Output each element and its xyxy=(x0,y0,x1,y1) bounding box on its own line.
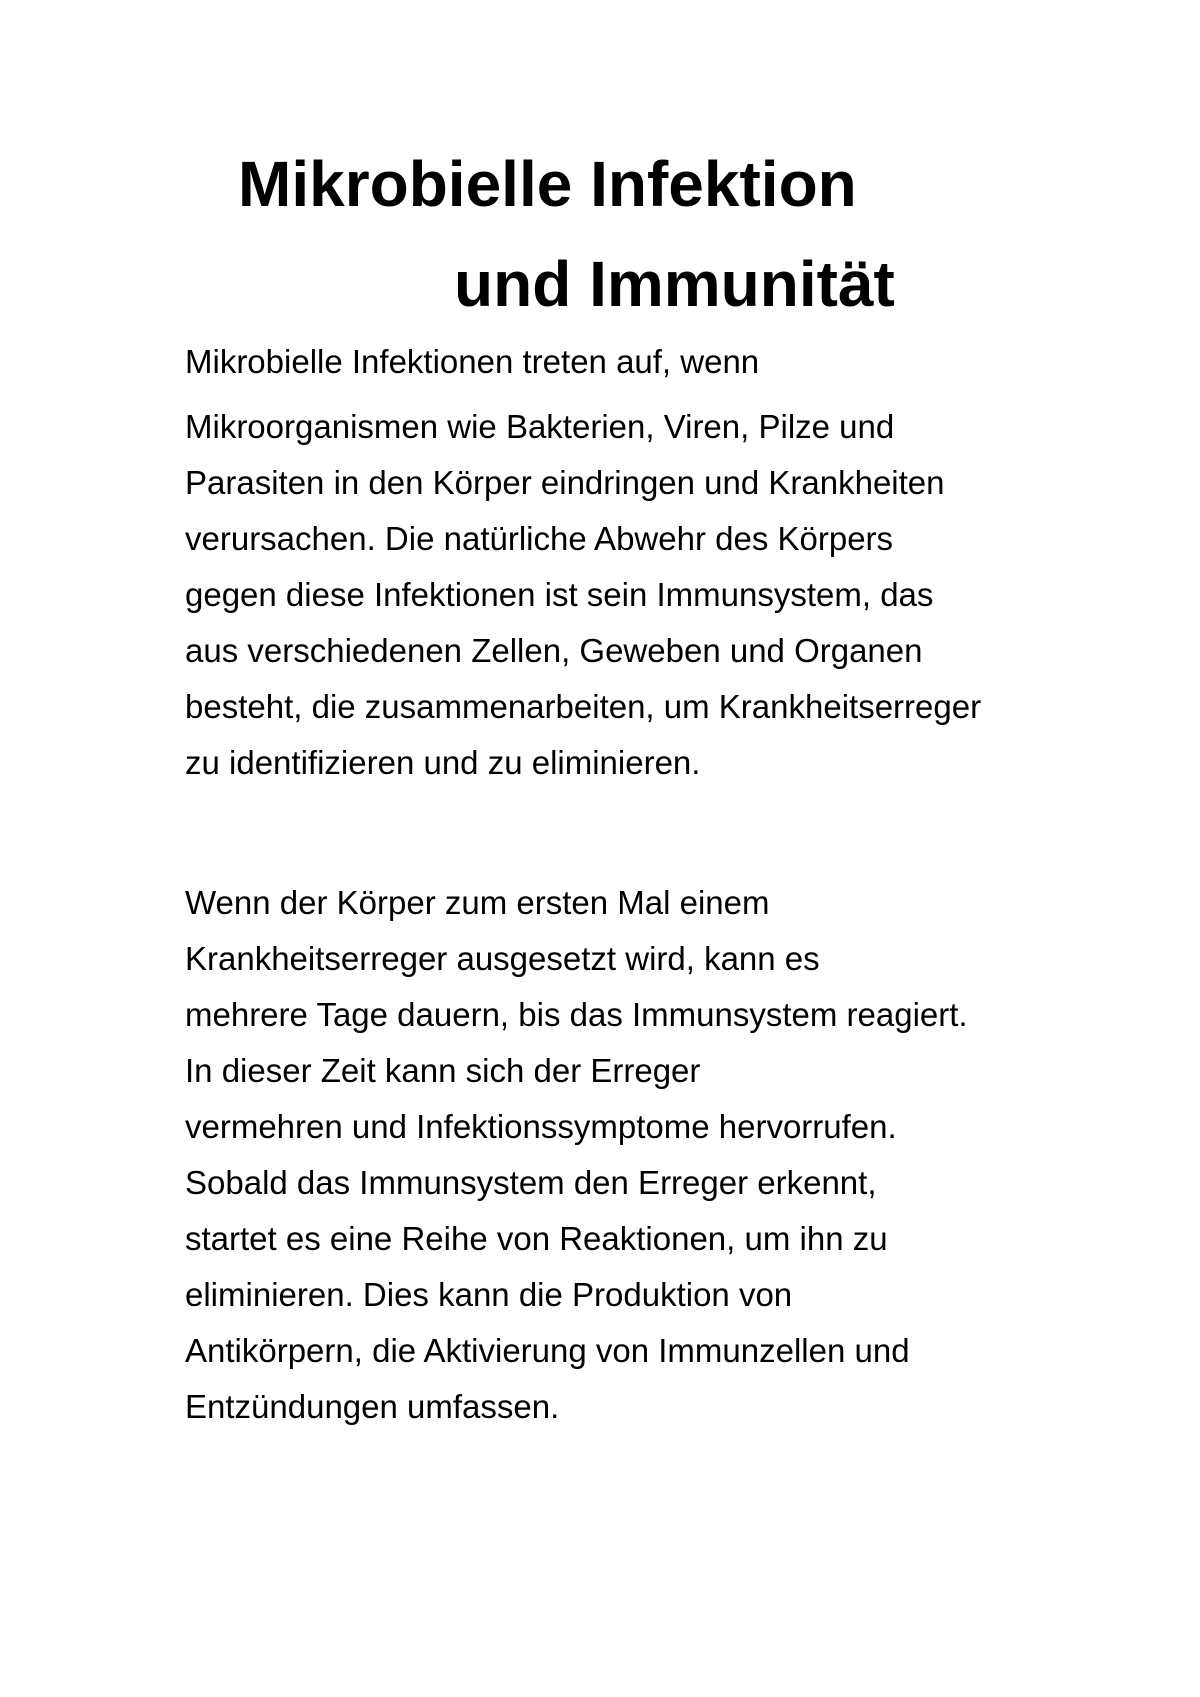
paragraph-2-line-7: startet es eine Reihe von Reaktionen, um ihn zu xyxy=(185,1220,888,1257)
paragraph-2-line-3: mehrere Tage dauern, bis das Immunsystem reagiert. xyxy=(185,996,968,1033)
paragraph-2-line-5: vermehren und Infektionssymptome hervorrufen. xyxy=(185,1108,897,1145)
paragraph-2-line-1: Wenn der Körper zum ersten Mal einem xyxy=(185,884,770,921)
paragraph-2-line-10: Entzündungen umfassen. xyxy=(185,1388,560,1425)
paragraph-2-line-9: Antikörpern, die Aktivierung von Immunzellen und xyxy=(185,1332,910,1369)
paragraph-2-line-2: Krankheitserreger ausgesetzt wird, kann es xyxy=(185,940,820,977)
title-line-2: und Immunität xyxy=(454,248,895,320)
title-line-1: Mikrobielle Infektion xyxy=(238,148,857,220)
paragraph-2-line-6: Sobald das Immunsystem den Erreger erkennt, xyxy=(185,1164,877,1201)
paragraph-2-line-4: In dieser Zeit kann sich der Erreger xyxy=(185,1052,701,1089)
paragraph-1-line-3: Parasiten in den Körper eindringen und Krankheiten xyxy=(185,464,945,501)
paragraph-2-line-8: eliminieren. Dies kann die Produktion von xyxy=(185,1276,793,1313)
paragraph-1-line-1: Mikrobielle Infektionen treten auf, wenn xyxy=(185,343,760,380)
paragraph-1-line-8: zu identifizieren und zu eliminieren. xyxy=(185,744,701,781)
paragraph-1-line-6: aus verschiedenen Zellen, Geweben und Organen xyxy=(185,632,923,669)
paragraph-1-line-2: Mikroorganismen wie Bakterien, Viren, Pilze und xyxy=(185,408,895,445)
paragraph-1-line-5: gegen diese Infektionen ist sein Immunsystem, das xyxy=(185,576,934,613)
paragraph-1-line-4: verursachen. Die natürliche Abwehr des Körpers xyxy=(185,520,894,557)
paragraph-1-line-7: besteht, die zusammenarbeiten, um Krankheitserreger xyxy=(185,688,982,725)
